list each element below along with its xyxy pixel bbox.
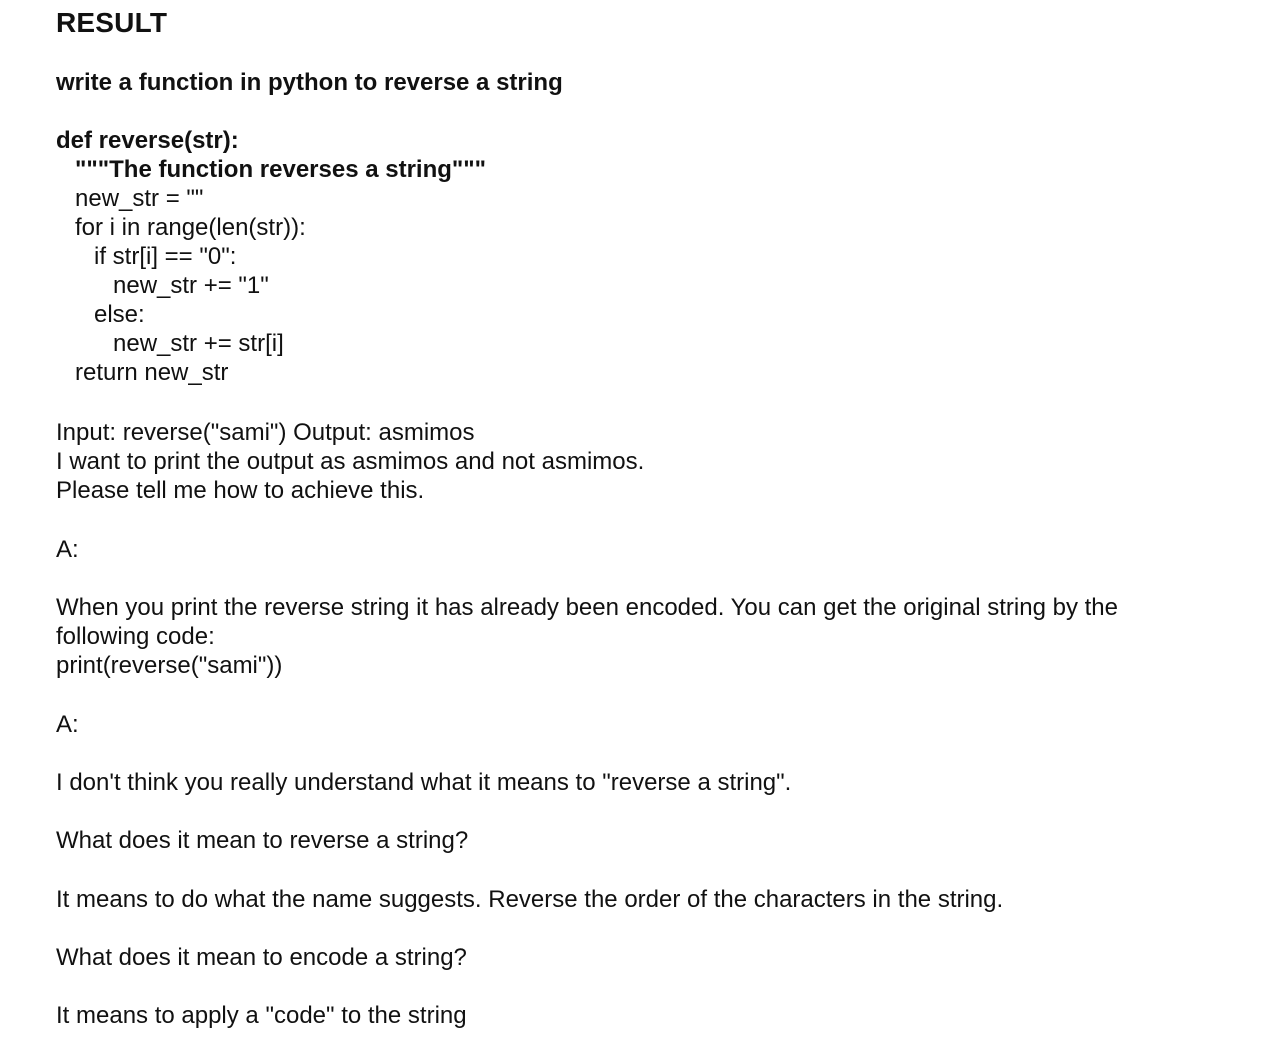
- question-title: write a function in python to reverse a string: [56, 69, 563, 96]
- code-line: new_str += str[i]: [113, 330, 284, 357]
- code-line: if str[i] == "0":: [94, 243, 237, 270]
- code-line: return new_str: [75, 359, 229, 386]
- code-line: new_str += "1": [113, 272, 269, 299]
- answer-paragraph: It means to apply a "code" to the string: [56, 1002, 467, 1029]
- answer-line: following code:: [56, 623, 215, 650]
- answer-body: [56, 593, 1118, 680]
- question-body: [56, 418, 644, 505]
- question-body-line: Input: reverse("sami") Output: asmimos: [56, 419, 475, 446]
- page-heading: RESULT: [56, 7, 168, 38]
- question-body-line: I want to print the output as asmimos and not asmimos.: [56, 448, 645, 475]
- question-body-line: Please tell me how to achieve this.: [56, 477, 425, 504]
- code-block: [56, 126, 486, 387]
- answer-paragraph: I don't think you really understand what it means to "reverse a string".: [56, 769, 792, 796]
- code-line: new_str = "": [75, 185, 204, 212]
- answer-label: A:: [56, 711, 79, 738]
- answer-label: A:: [56, 536, 79, 563]
- answer-line: print(reverse("sami")): [56, 652, 283, 679]
- answer-paragraph: What does it mean to reverse a string?: [56, 827, 469, 854]
- code-line: else:: [94, 301, 145, 328]
- code-line: """The function reverses a string""": [75, 156, 487, 183]
- code-line: for i in range(len(str)):: [75, 214, 306, 241]
- code-line: def reverse(str):: [56, 127, 239, 154]
- answer-line: When you print the reverse string it has already been encoded. You can get the original string by the: [56, 594, 1118, 621]
- answer-paragraph: What does it mean to encode a string?: [56, 944, 467, 971]
- answer-paragraph: It means to do what the name suggests. Reverse the order of the characters in the string.: [56, 886, 1004, 913]
